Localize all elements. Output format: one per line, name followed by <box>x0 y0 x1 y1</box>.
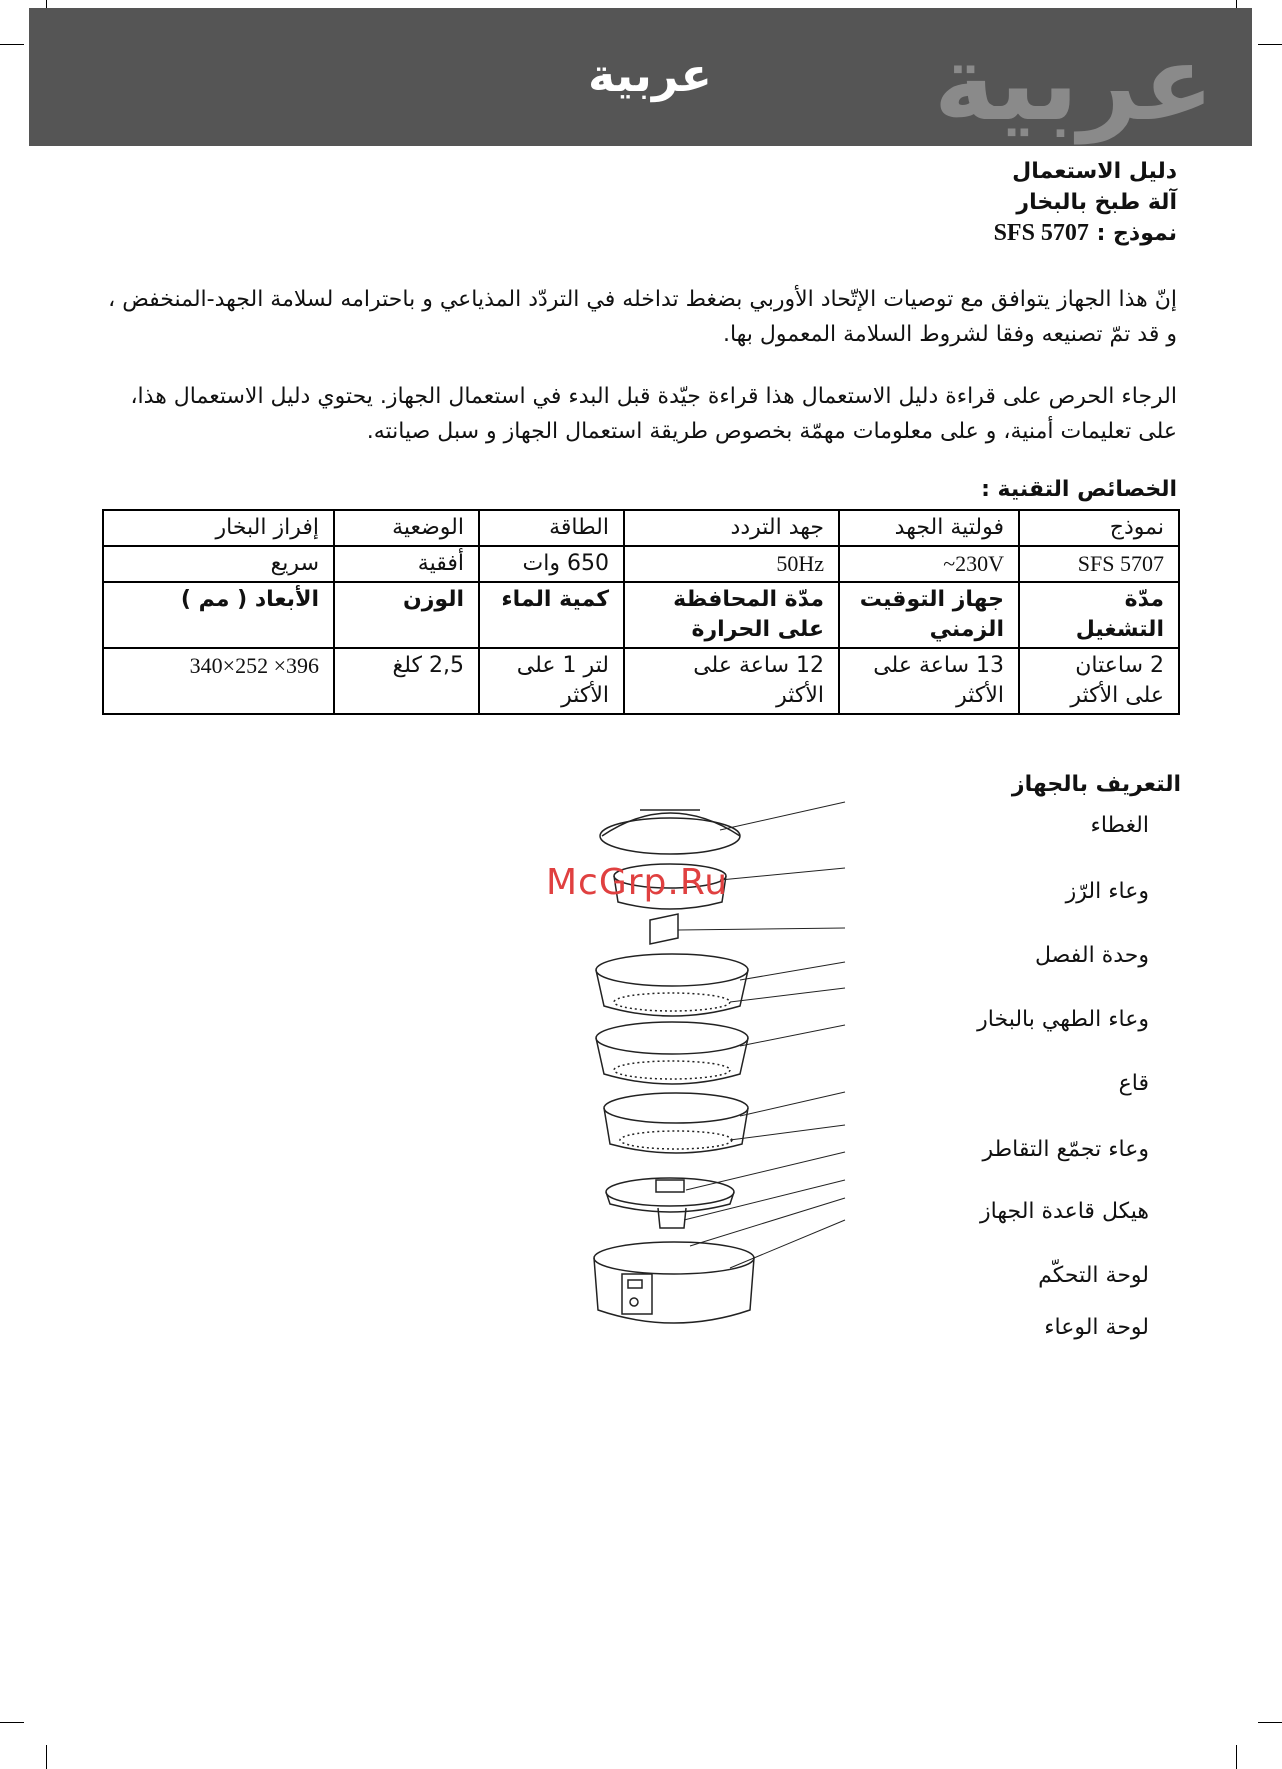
table-cell: 50Hz <box>624 546 839 582</box>
steam-bowl-drawing <box>596 1022 748 1084</box>
crop-mark <box>0 1722 24 1723</box>
crop-mark <box>46 1745 47 1769</box>
table-cell: 13 ساعة على الأكثر <box>839 648 1019 714</box>
part-label-base-body: هيكل قاعدة الجهاز <box>980 1199 1149 1224</box>
part-label-steam-bowl: وعاء الطهي بالبخار <box>977 1007 1149 1032</box>
lid-drawing <box>600 810 740 854</box>
table-cell: فولتية الجهد <box>839 510 1019 546</box>
read-manual-paragraph: الرجاء الحرص على قراءة دليل الاستعمال هذا قراءة جيّدة قبل البدء في استعمال الجهاز. يحتوي دليل الاستعمال هذا، على تعليمات أمنية، و على معلومات مهمّة بخصوص طريقة استعمال الجهاز و سبل صيانته. <box>130 384 1177 444</box>
table-cell: الطاقة <box>479 510 624 546</box>
table-cell: SFS 5707 <box>1019 546 1179 582</box>
doc-model-line <box>677 218 1177 249</box>
table-row <box>103 510 1179 546</box>
device-intro-title: التعريف بالجهاز <box>1011 772 1181 797</box>
table-row <box>103 648 1179 714</box>
specs-title: الخصائص التقنية : <box>981 477 1177 502</box>
model-label: نموذج : <box>1096 221 1177 246</box>
header-title: عربية <box>588 48 712 102</box>
crop-mark <box>0 44 24 45</box>
table-cell: جهد التردد <box>624 510 839 546</box>
part-label-lid: الغطاء <box>1090 813 1149 838</box>
table-cell: 12 ساعة على الأكثر <box>624 648 839 714</box>
table-cell: لتر 1 على الأكثر <box>479 648 624 714</box>
table-cell: سريع <box>103 546 334 582</box>
table-cell: 2,5 كلغ <box>334 648 479 714</box>
doc-product: آلة طبخ بالبخار <box>1016 190 1177 215</box>
table-cell: كمية الماء <box>479 582 624 648</box>
table-cell: 2 ساعتان على الأكثر <box>1019 648 1179 714</box>
steam-bowl-drawing <box>604 1093 748 1153</box>
compliance-paragraph: إنّ هذا الجهاز يتوافق مع توصيات الإتّحاد الأوربي بضغط تداخله في التردّد المذياعي و باحترامه لسلامة الجهد-المنخفض ، و قد تمّ تصنيعه وفقا لشروط السلامة المعمول بها. <box>108 287 1177 347</box>
crop-mark <box>1258 44 1282 45</box>
table-cell: الوضعية <box>334 510 479 546</box>
model-number: SFS 5707 <box>993 220 1089 246</box>
table-cell: جهاز التوقيت الزمني <box>839 582 1019 648</box>
part-label-separator: وحدة الفصل <box>1035 943 1149 968</box>
part-label-drip-tray: وعاء تجمّع التقاطر <box>982 1137 1149 1162</box>
table-cell: 396× 252×340 <box>103 648 334 714</box>
table-row <box>103 546 1179 582</box>
table-row <box>103 582 1179 648</box>
table-cell: إفراز البخار <box>103 510 334 546</box>
table-cell: مدّة المحافظة على الحرارة <box>624 582 839 648</box>
specs-table <box>102 509 1180 715</box>
part-label-rice-bowl: وعاء الرّز <box>1065 879 1149 904</box>
part-label-control-panel: لوحة التحكّم <box>1038 1263 1149 1288</box>
table-cell: أفقية <box>334 546 479 582</box>
table-cell: 650 وات <box>479 546 624 582</box>
base-drawing <box>594 1242 754 1323</box>
doc-title: دليل الاستعمال <box>1012 159 1177 184</box>
crop-mark <box>1236 1745 1237 1769</box>
part-label-bowl-panel: لوحة الوعاء <box>1044 1315 1149 1340</box>
header-watermark: عربية <box>933 22 1214 144</box>
crop-mark <box>1258 1722 1282 1723</box>
steam-bowl-drawing <box>596 954 748 1016</box>
drip-tray-drawing <box>606 1178 734 1228</box>
separator-drawing <box>650 914 678 944</box>
table-cell: الأبعاد ( مم ) <box>103 582 334 648</box>
site-watermark: McGrp.Ru <box>546 862 729 903</box>
table-cell: نموذج <box>1019 510 1179 546</box>
document-heading <box>677 156 1177 249</box>
table-cell: الوزن <box>334 582 479 648</box>
table-cell: مدّة التشغيل <box>1019 582 1179 648</box>
table-cell: 230V~ <box>839 546 1019 582</box>
part-label-bottom: قاع <box>1118 1071 1149 1096</box>
